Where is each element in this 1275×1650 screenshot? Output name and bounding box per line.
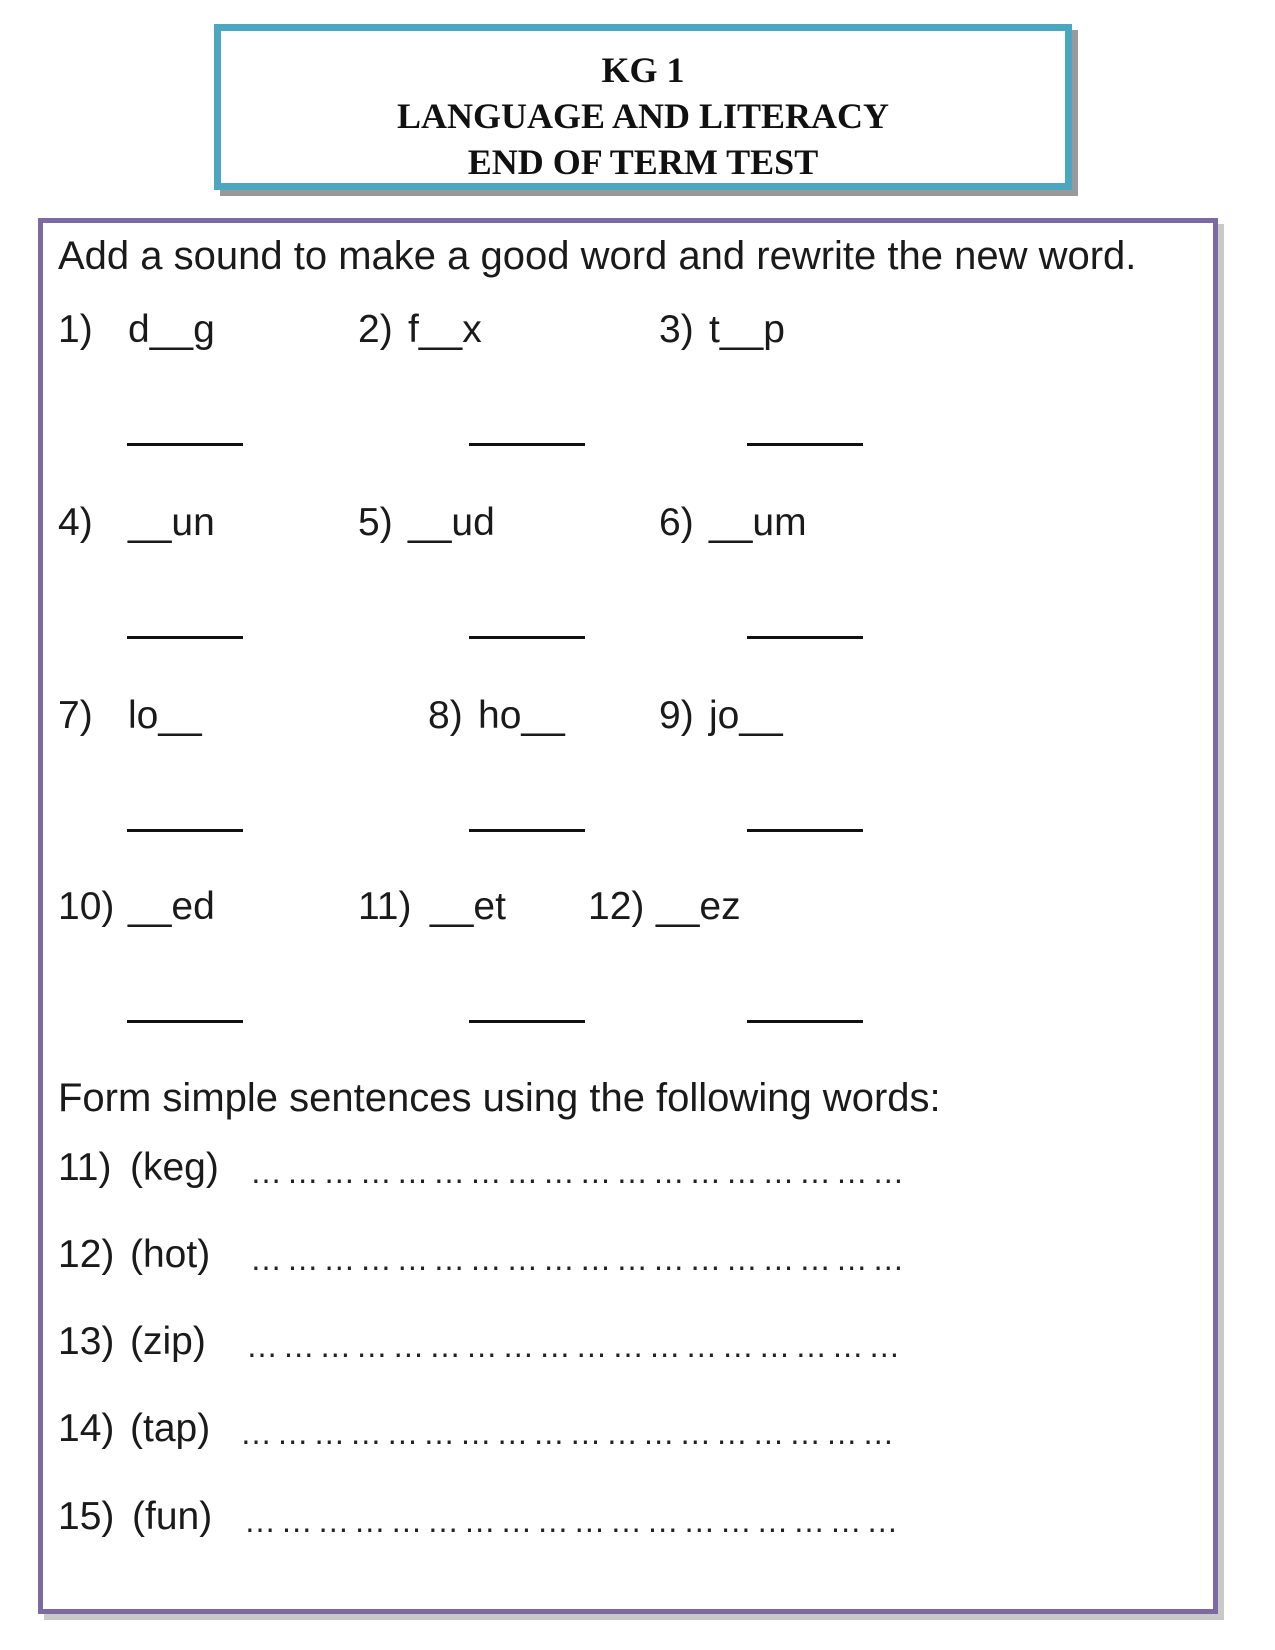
item-word: __ed xyxy=(128,885,215,928)
item-number: 8) xyxy=(428,694,463,737)
sentence-answer-line[interactable]: ……………………………………………… xyxy=(240,1415,899,1451)
sentence-answer-line[interactable]: ……………………………………………… xyxy=(244,1503,903,1539)
item-word: __et xyxy=(430,885,506,928)
item-number: 12) xyxy=(588,885,645,928)
item-word: __ez xyxy=(656,885,741,928)
answer-line[interactable] xyxy=(127,829,243,832)
item-word: jo__ xyxy=(709,694,783,737)
answer-line[interactable] xyxy=(127,1020,243,1023)
item-word: lo__ xyxy=(128,694,202,737)
answer-line[interactable] xyxy=(469,443,585,446)
title-subject: LANGUAGE AND LITERACY xyxy=(396,96,890,136)
item-number: 9) xyxy=(659,694,694,737)
item-number: 3) xyxy=(659,308,694,351)
title-grade: KG 1 xyxy=(601,50,685,90)
sentence-number: 12) xyxy=(58,1233,115,1276)
sentence-word: (tap) xyxy=(130,1407,211,1450)
title-box xyxy=(214,24,1072,190)
item-word: t__p xyxy=(709,308,785,351)
sentence-number: 13) xyxy=(58,1320,115,1363)
sentence-answer-line[interactable]: ……………………………………………… xyxy=(250,1241,909,1277)
item-word: ho__ xyxy=(478,694,565,737)
sentence-word: (hot) xyxy=(130,1233,211,1276)
item-number: 10) xyxy=(58,885,115,928)
sentence-number: 11) xyxy=(58,1146,112,1189)
item-number: 6) xyxy=(659,501,694,544)
answer-line[interactable] xyxy=(469,829,585,832)
answer-line[interactable] xyxy=(747,829,863,832)
item-number: 11) xyxy=(358,885,412,928)
item-number: 4) xyxy=(58,501,93,544)
item-word: __um xyxy=(709,501,807,544)
sentence-word: (zip) xyxy=(130,1320,206,1363)
sentence-answer-line[interactable]: ……………………………………………… xyxy=(250,1154,909,1190)
answer-line[interactable] xyxy=(469,636,585,639)
item-number: 5) xyxy=(358,501,393,544)
sentence-answer-line[interactable]: ……………………………………………… xyxy=(246,1328,905,1364)
item-word: f__x xyxy=(408,308,482,351)
sentence-number: 14) xyxy=(58,1407,115,1450)
section2-instruction: Form simple sentences using the following words: xyxy=(58,1076,941,1120)
sentence-word: (keg) xyxy=(130,1146,219,1189)
title-test: END OF TERM TEST xyxy=(467,142,819,182)
item-number: 1) xyxy=(58,308,93,351)
answer-line[interactable] xyxy=(469,1020,585,1023)
item-word: d__g xyxy=(128,308,215,351)
answer-line[interactable] xyxy=(747,636,863,639)
answer-line[interactable] xyxy=(127,636,243,639)
answer-line[interactable] xyxy=(747,443,863,446)
item-number: 2) xyxy=(358,308,393,351)
sentence-word: (fun) xyxy=(132,1495,213,1538)
answer-line[interactable] xyxy=(127,443,243,446)
answer-line[interactable] xyxy=(747,1020,863,1023)
item-word: __un xyxy=(128,501,215,544)
sentence-number: 15) xyxy=(58,1495,115,1538)
item-word: __ud xyxy=(408,501,495,544)
item-number: 7) xyxy=(58,694,93,737)
section1-instruction: Add a sound to make a good word and rewrite the new word. xyxy=(58,234,1137,278)
